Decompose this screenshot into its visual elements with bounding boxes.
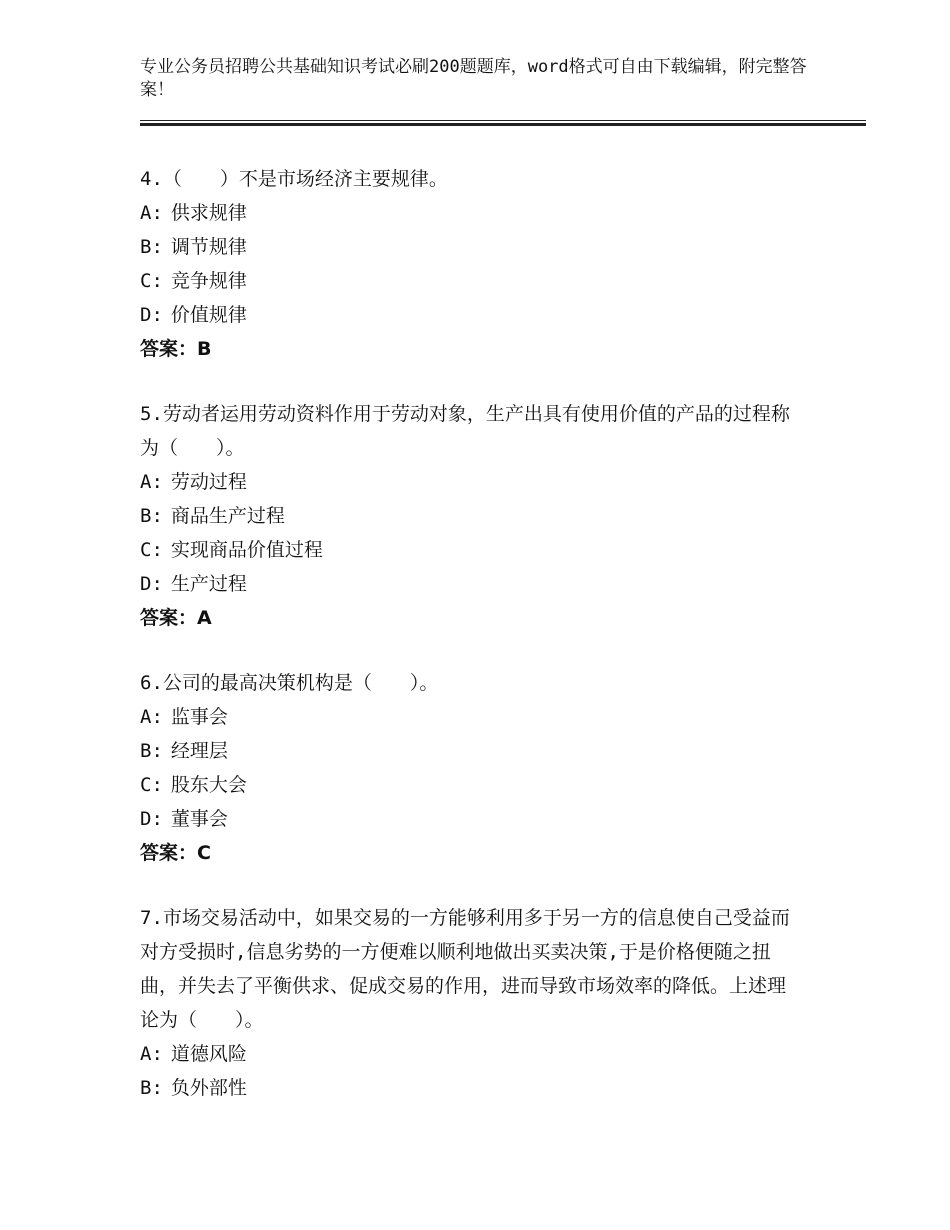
question-text: 6.公司的最高决策机构是（ ）。 [140,672,439,694]
option-text: 实现商品价值过程 [170,539,323,561]
option-text: 负外部性 [170,1077,247,1099]
option-key: B [140,236,152,258]
option-text: 商品生产过程 [170,505,285,527]
option-text: 生产过程 [170,573,247,595]
option-key: C [140,774,152,796]
option-key: A [140,1043,152,1065]
option-b: B: 经理层 [140,740,228,762]
option-d: D: 董事会 [140,808,228,830]
option-a: A: 劳动过程 [140,471,247,493]
option-text: 监事会 [170,706,228,728]
option-text: 股东大会 [170,774,247,796]
question-item [140,162,800,366]
question-text: 7.市场交易活动中，如果交易的一方能够利用多于另一方的信息使自己受益而对方受损时,信息劣势的一方便难以顺利地做出买卖决策,于是价格便随之扭曲，并失去了平衡供求、促成交易的作用，进而导致市场效率的降低。上述理论为（ ）。 [140,907,790,1031]
option-key: D [140,808,152,830]
option-list [140,700,800,836]
option-b: B: 调节规律 [140,236,247,258]
option-text: 价值规律 [170,304,247,326]
question-text: 4.（ ）不是市场经济主要规律。 [140,168,448,190]
answer-line: 答案：A [140,607,212,629]
question-list [140,162,800,1136]
option-key: C [140,539,152,561]
option-d: D: 生产过程 [140,573,247,595]
question-item [140,397,800,635]
option-text: 供求规律 [170,202,247,224]
option-key: D [140,304,152,326]
header-divider-thick [140,123,866,126]
option-d: D: 价值规律 [140,304,247,326]
option-text: 董事会 [170,808,228,830]
option-a: A: 供求规律 [140,202,247,224]
option-key: A [140,706,152,728]
answer-line: 答案：B [140,338,212,360]
option-text: 劳动过程 [170,471,247,493]
option-b: B: 负外部性 [140,1077,247,1099]
option-list [140,196,800,332]
option-key: B [140,740,152,762]
option-text: 竞争规律 [170,270,247,292]
option-key: B [140,1077,152,1099]
option-a: A: 道德风险 [140,1043,247,1065]
option-key: A [140,471,152,493]
option-c: C: 股东大会 [140,774,247,796]
option-text: 经理层 [170,740,228,762]
option-c: C: 竞争规律 [140,270,247,292]
option-list [140,465,800,601]
option-text: 调节规律 [170,236,247,258]
question-text: 5.劳动者运用劳动资料作用于劳动对象，生产出具有使用价值的产品的过程称为（ ）。 [140,403,790,459]
option-list [140,1037,800,1105]
question-item [140,666,800,870]
option-b: B: 商品生产过程 [140,505,285,527]
option-key: D [140,573,152,595]
option-text: 道德风险 [170,1043,247,1065]
document-header: 专业公务员招聘公共基础知识考试必刷200题题库，word格式可自由下载编辑，附完整答案！ [140,57,807,100]
option-key: A [140,202,152,224]
option-key: B [140,505,152,527]
answer-line: 答案：C [140,842,211,864]
option-a: A: 监事会 [140,706,228,728]
question-item [140,901,800,1105]
option-c: C: 实现商品价值过程 [140,539,323,561]
option-key: C [140,270,152,292]
header-divider-thin [140,120,866,121]
